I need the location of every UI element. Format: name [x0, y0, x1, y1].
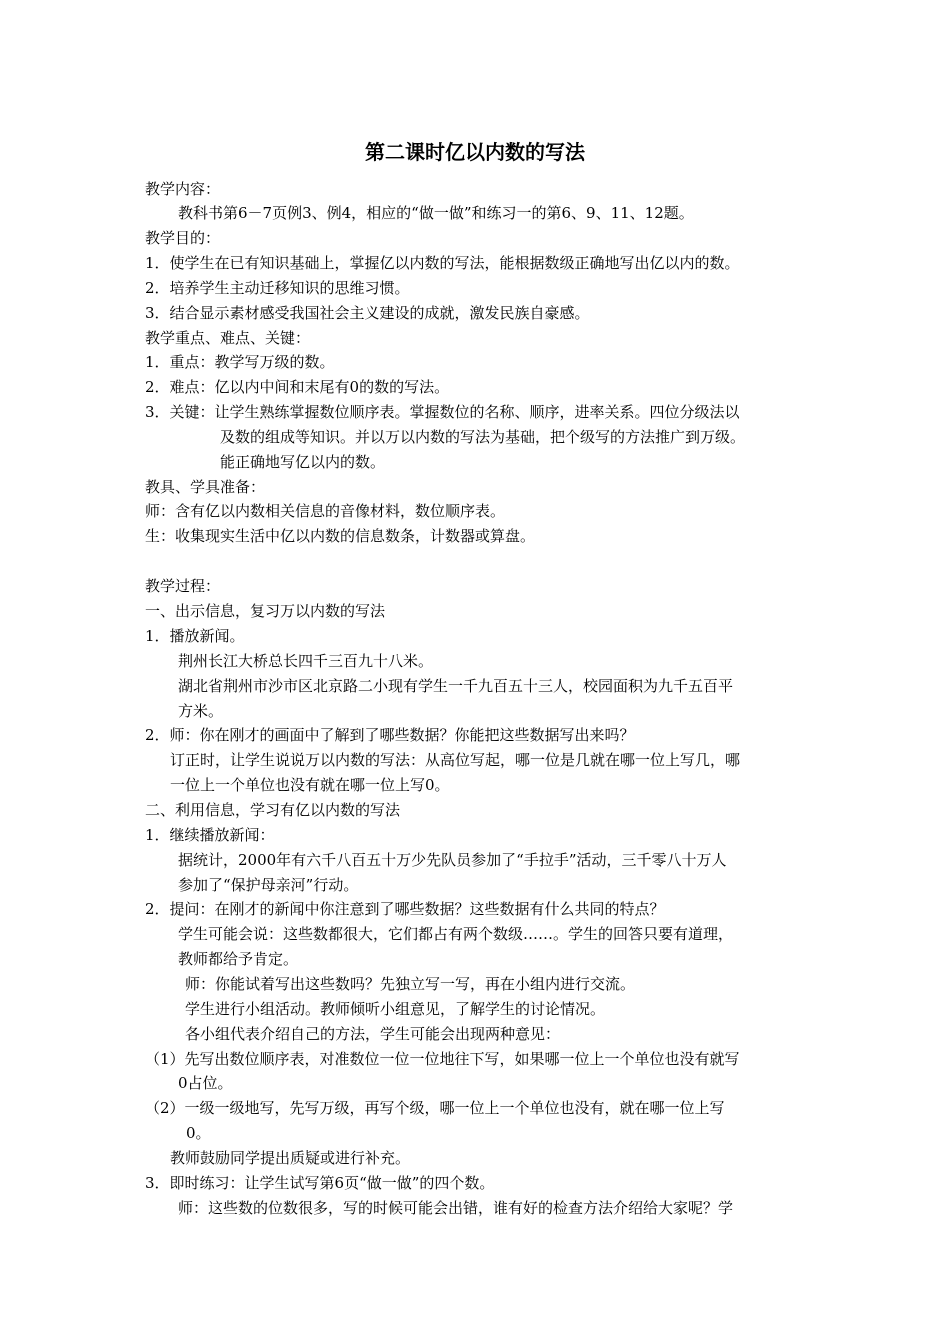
opinion-item-2-cont: 0。 [186, 1124, 211, 1142]
process-step: 2．提问：在刚才的新闻中你注意到了哪些数据？这些数据有什么共同的特点？ [145, 900, 665, 918]
keypoint-item-3-cont: 能正确地写亿以内的数。 [220, 453, 386, 471]
news-text: 湖北省荆州市沙市区北京路二小现有学生一千九百五十三人，校园面积为九千五百平 [178, 677, 734, 695]
keypoint-item-3: 3．关键：让学生熟练掌握数位顺序表。掌握数位的名称、顺序，进率关系。四位分级法以 [145, 403, 740, 421]
section-heading-process: 教学过程： [145, 577, 221, 595]
goal-item-1: 1．使学生在已有知识基础上，掌握亿以内数的写法，能根据数级正确地写出亿以内的数。 [145, 254, 740, 272]
process-text: 师：你能试着写出这些数吗？先独立写一写，再在小组内进行交流。 [185, 975, 636, 993]
section-heading-goals: 教学目的： [145, 229, 221, 247]
process-text: 学生进行小组活动。教师倾听小组意见，了解学生的讨论情况。 [185, 1000, 606, 1018]
materials-teacher: 师：含有亿以内数相关信息的音像材料，数位顺序表。 [145, 502, 506, 520]
process-step: 3．即时练习：让学生试写第6页“做一做”的四个数。 [145, 1174, 495, 1192]
materials-student: 生：收集现实生活中亿以内数的信息数条，计数器或算盘。 [145, 527, 536, 545]
process-step: 1．继续播放新闻： [145, 826, 275, 844]
process-part-2: 二、利用信息，学习有亿以内数的写法 [145, 801, 401, 819]
goal-item-3: 3．结合显示素材感受我国社会主义建设的成就，激发民族自豪感。 [145, 304, 590, 322]
news-text: 据统计，2000年有六千八百五十万少先队员参加了“手拉手”活动，三千零八十万人 [178, 851, 727, 869]
keypoint-item-1: 1．重点：教学写万级的数。 [145, 353, 335, 371]
process-text-cont: 教师都给予肯定。 [178, 950, 299, 968]
keypoint-item-3-cont: 及数的组成等知识。并以万以内数的写法为基础，把个级写的方法推广到万级。 [220, 428, 746, 446]
opinion-item-2: （2）一级一级地写，先写万级，再写个级，哪一位上一个单位也没有，就在哪一位上写 [145, 1099, 725, 1117]
news-text: 荆州长江大桥总长四千三百九十八米。 [178, 652, 434, 670]
process-text: 各小组代表介绍自己的方法，学生可能会出现两种意见： [185, 1025, 561, 1043]
opinion-item-1-cont: 0占位。 [178, 1074, 233, 1092]
content-text: 教科书第6－7页例3、例4，相应的“做一做”和练习一的第6、9、11、12题。 [178, 204, 694, 222]
news-text-cont: 参加了“保护母亲河”行动。 [178, 876, 359, 894]
opinion-item-1: （1）先写出数位顺序表，对准数位一位一位地往下写，如果哪一位上一个单位也没有就写 [145, 1050, 740, 1068]
process-step: 2．师：你在刚才的画面中了解到了哪些数据？你能把这些数据写出来吗？ [145, 726, 635, 744]
section-heading-content: 教学内容： [145, 180, 221, 198]
news-text-cont: 方米。 [178, 702, 224, 720]
section-heading-keypoints: 教学重点、难点、关键： [145, 329, 311, 347]
goal-item-2: 2．培养学生主动迁移知识的思维习惯。 [145, 279, 410, 297]
page-title: 第二课时亿以内数的写法 [365, 140, 585, 164]
process-step: 1．播放新闻。 [145, 627, 245, 645]
process-text-cont: 一位上一个单位也没有就在哪一位上写0。 [170, 776, 450, 794]
process-text: 学生可能会说：这些数都很大，它们都占有两个数级……。学生的回答只要有道理， [178, 925, 734, 943]
section-heading-materials: 教具、学具准备： [145, 478, 266, 496]
process-text: 教师鼓励同学提出质疑或进行补充。 [170, 1149, 411, 1167]
keypoint-item-2: 2．难点：亿以内中间和末尾有0的数的写法。 [145, 378, 450, 396]
process-text: 订正时，让学生说说万以内数的写法：从高位写起，哪一位是几就在哪一位上写几，哪 [170, 751, 741, 769]
process-text: 师：这些数的位数很多，写的时候可能会出错，谁有好的检查方法介绍给大家呢？学 [178, 1199, 734, 1217]
process-part-1: 一、出示信息，复习万以内数的写法 [145, 602, 386, 620]
